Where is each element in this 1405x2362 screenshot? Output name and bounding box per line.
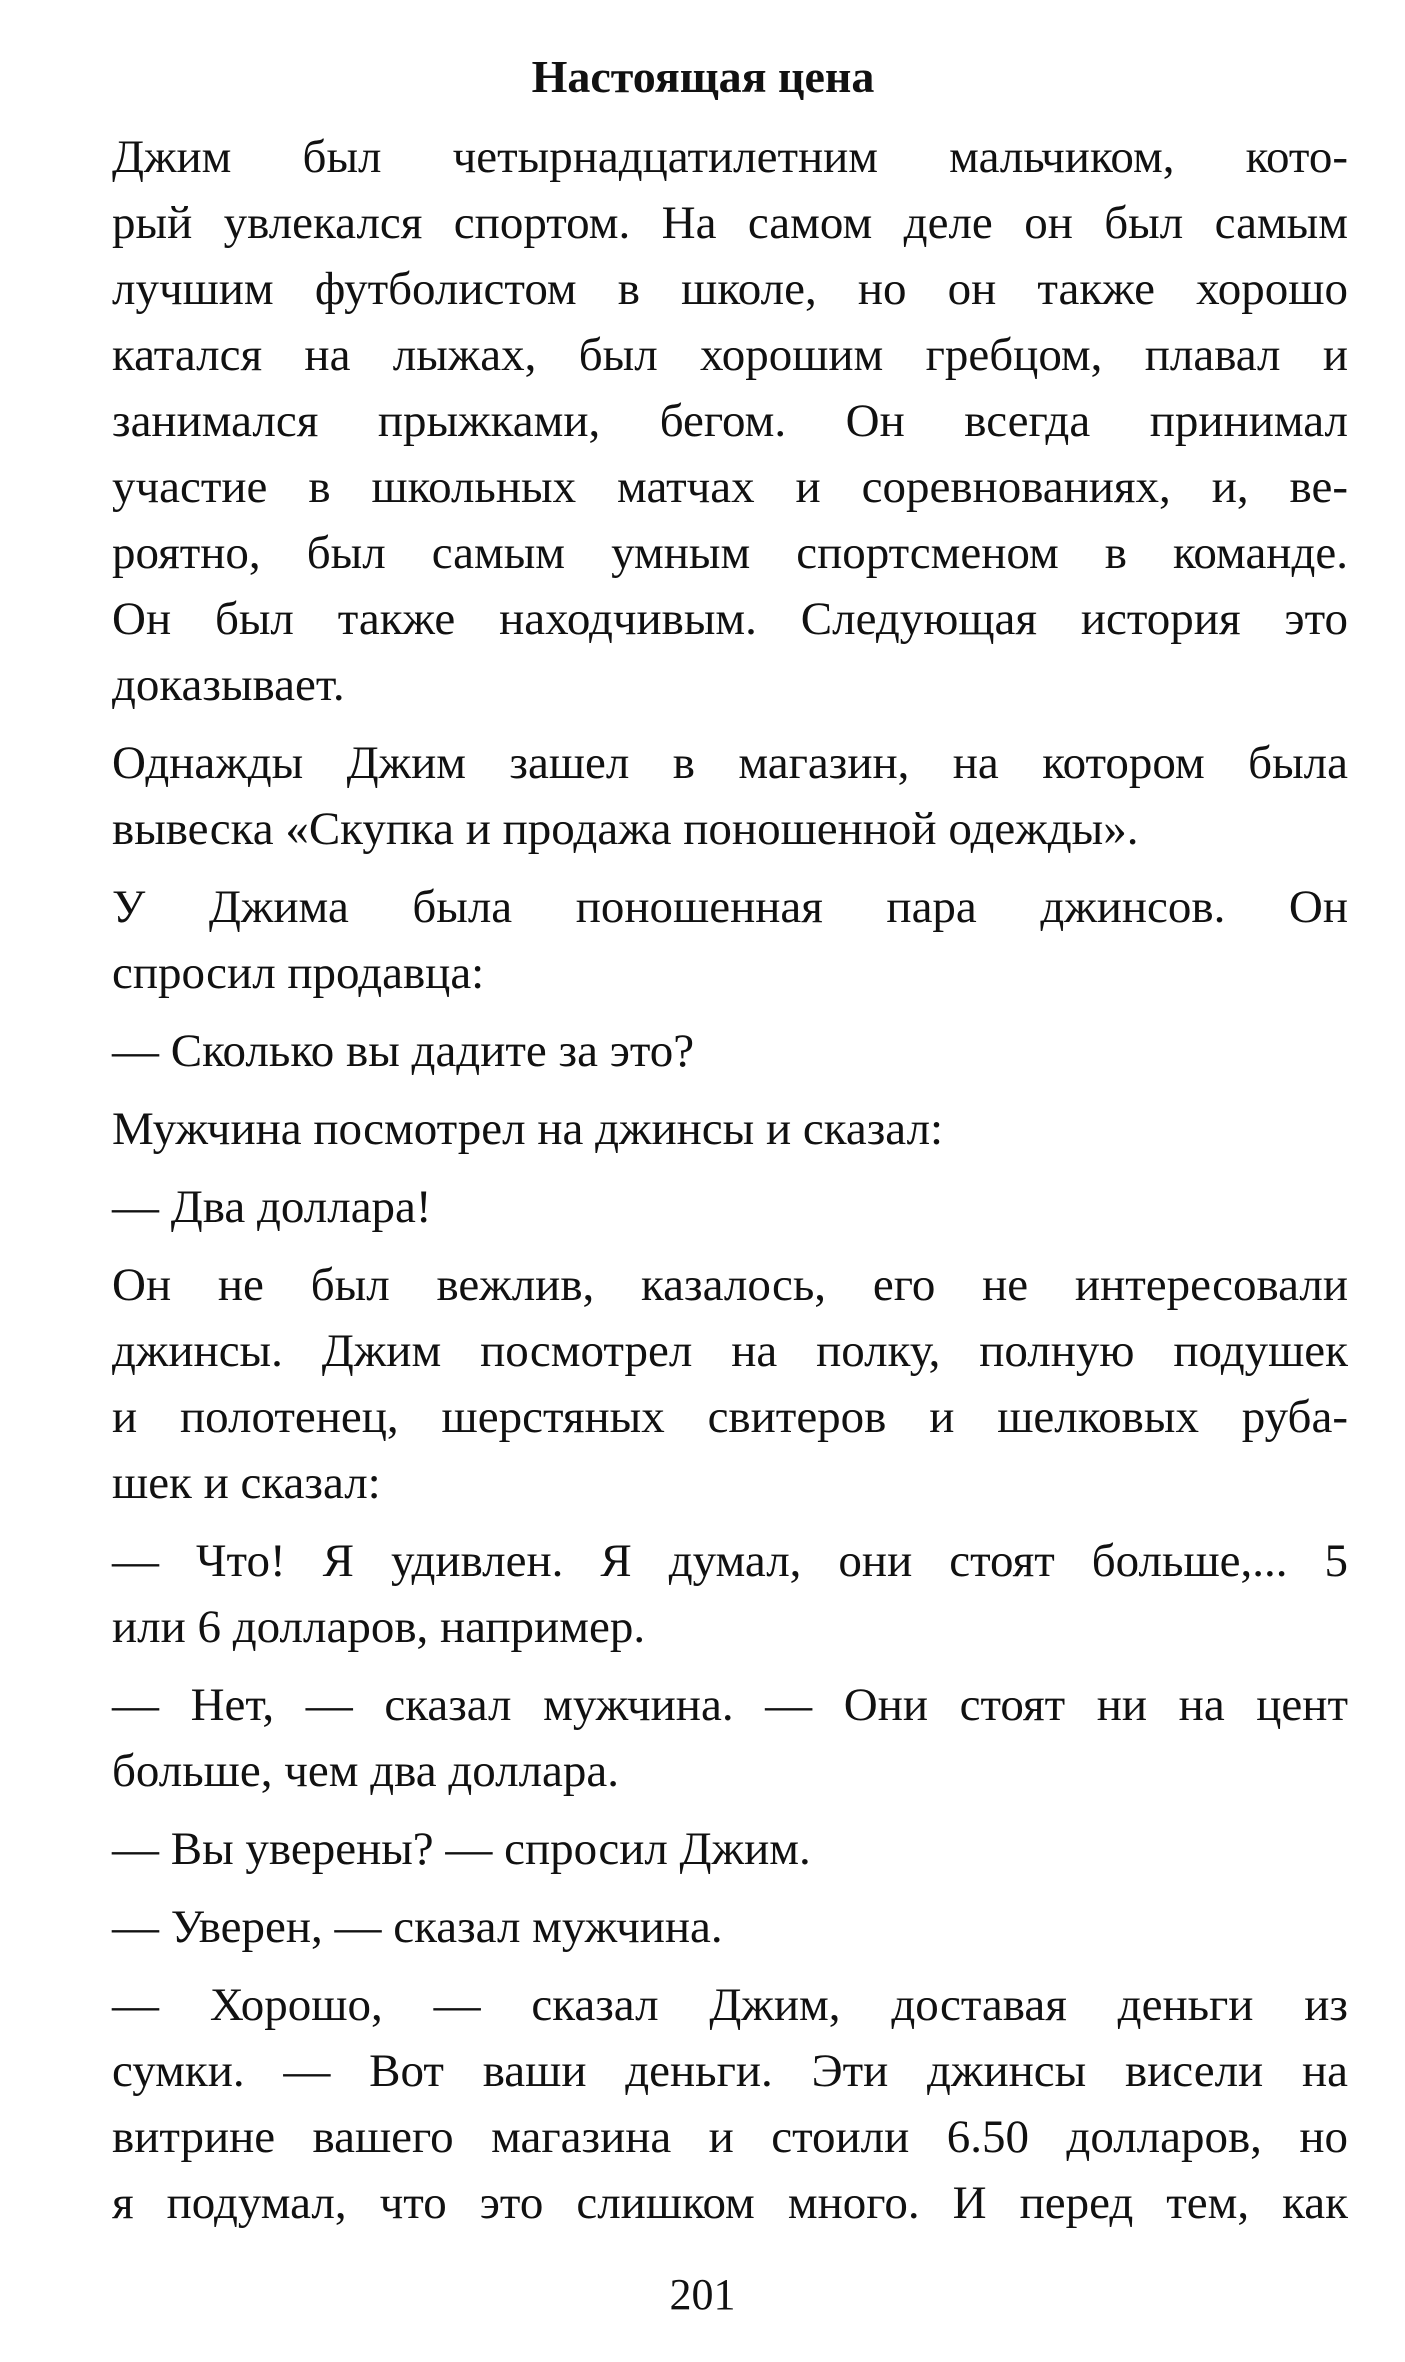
paragraph	[58, 1096, 1348, 1162]
text-line: — Два доллара!	[112, 1181, 432, 1233]
text-line: или 6 долларов, например.	[112, 1601, 646, 1653]
paragraph	[58, 1174, 1348, 1240]
text-line: катался на лыжах, был хорошим гребцом, плавал и	[112, 329, 1348, 381]
text-line: — Что! Я удивлен. Я думал, они стоят больше,... 5	[112, 1535, 1348, 1587]
text-line: доказывает.	[112, 659, 345, 711]
text-line: лучшим футболистом в школе, но он также хорошо	[112, 263, 1348, 315]
text-line: витрине вашего магазина и стоили 6.50 долларов, но	[112, 2111, 1348, 2163]
text-line: рый увлекался спортом. На самом деле он был самым	[112, 197, 1348, 249]
text-line: сумки. — Вот ваши деньги. Эти джинсы висели на	[112, 2045, 1348, 2097]
paragraph	[58, 124, 1348, 718]
paragraph	[58, 1018, 1348, 1084]
page-title: Настоящая цена	[531, 51, 875, 102]
text-line: вывеска «Скупка и продажа поношенной одежды».	[112, 803, 1139, 855]
text-line: Однажды Джим зашел в магазин, на котором была	[112, 737, 1348, 789]
paragraph	[58, 1672, 1348, 1804]
text-line: — Уверен, — сказал мужчина.	[112, 1901, 723, 1953]
text-line: шек и сказал:	[112, 1457, 381, 1509]
text-body	[58, 124, 1348, 2236]
paragraph	[58, 1894, 1348, 1960]
text-line: У Джима была поношенная пара джинсов. Он	[112, 881, 1348, 933]
book-page	[58, 40, 1348, 2248]
paragraph	[58, 1816, 1348, 1882]
text-line: — Хорошо, — сказал Джим, доставая деньги из	[112, 1979, 1348, 2031]
text-line: — Нет, — сказал мужчина. — Они стоят ни на цент	[112, 1679, 1348, 1731]
page-number: 201	[669, 2270, 736, 2319]
text-line: занимался прыжками, бегом. Он всегда принимал	[112, 395, 1348, 447]
text-line: и полотенец, шерстяных свитеров и шелковых руба-	[112, 1391, 1348, 1443]
text-line: больше, чем два доллара.	[112, 1745, 619, 1797]
paragraph	[58, 730, 1348, 862]
paragraph	[58, 1528, 1348, 1660]
text-line: Он не был вежлив, казалось, его не интересовали	[112, 1259, 1348, 1311]
text-line: участие в школьных матчах и соревнованиях, и, ве-	[112, 461, 1348, 513]
text-line: джинсы. Джим посмотрел на полку, полную подушек	[112, 1325, 1348, 1377]
text-line: — Вы уверены? — спросил Джим.	[112, 1823, 811, 1875]
paragraph	[58, 1972, 1348, 2236]
text-line: Джим был четырнадцатилетним мальчиком, кото-	[112, 131, 1348, 183]
paragraph	[58, 874, 1348, 1006]
text-line: — Сколько вы дадите за это?	[112, 1025, 695, 1077]
text-line: Он был также находчивым. Следующая история это	[112, 593, 1348, 645]
text-line: Мужчина посмотрел на джинсы и сказал:	[112, 1103, 944, 1155]
text-line: роятно, был самым умным спортсменом в команде.	[112, 527, 1348, 579]
paragraph	[58, 1252, 1348, 1516]
text-line: спросил продавца:	[112, 947, 485, 999]
text-line: я подумал, что это слишком много. И перед тем, как	[112, 2177, 1348, 2229]
